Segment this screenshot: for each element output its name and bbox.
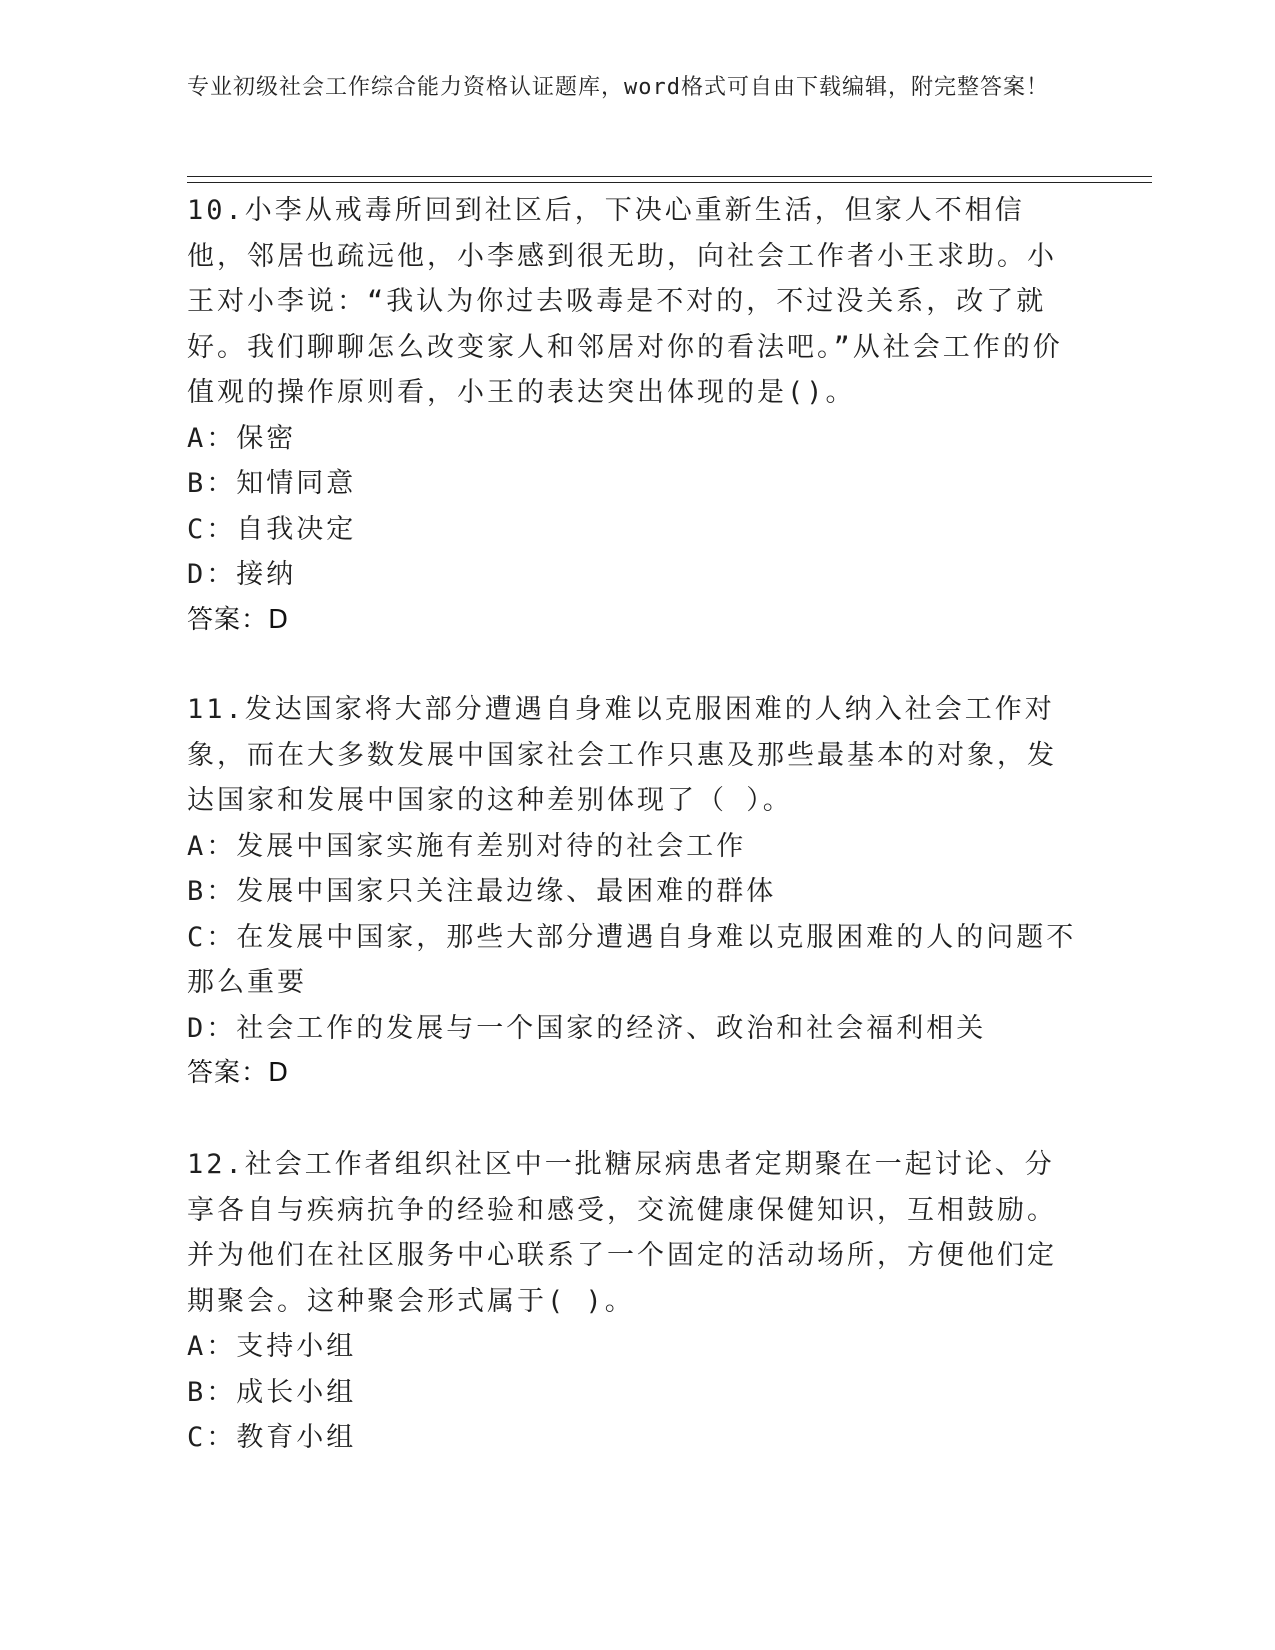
header-rule-top: [187, 176, 1152, 177]
question-stem: 11.发达国家将大部分遭遇自身难以克服困难的人纳入社会工作对象，而在大多数发展中国家社会工作只惠及那些最基本的对象，发达国家和发展中国家的这种差别体现了（ ）。: [187, 694, 1057, 816]
option-a: A：支持小组: [187, 1331, 357, 1362]
option-c: C：教育小组: [187, 1422, 357, 1453]
question-12: [187, 1142, 1077, 1461]
question-stem: 12.社会工作者组织社区中一批糖尿病患者定期聚在一起讨论、分享各自与疾病抗争的经验和感受，交流健康保健知识，互相鼓励。并为他们在社区服务中心联系了一个固定的活动场所，方便他们定期聚会。这种聚会形式属于( )。: [187, 1149, 1057, 1317]
option-c: C：自我决定: [187, 513, 357, 545]
option-c: C：在发展中国家，那些大部分遭遇自身难以克服困难的人的问题不那么重要: [187, 921, 1077, 998]
header-rule-bottom: [187, 182, 1152, 183]
option-b: B：知情同意: [187, 468, 357, 499]
option-d: D：接纳: [187, 559, 297, 590]
option-a: A：发展中国家实施有差别对待的社会工作: [187, 830, 747, 862]
option-b: B：成长小组: [187, 1376, 357, 1408]
question-stem: 10.小李从戒毒所回到社区后，下决心重新生活，但家人不相信他，邻居也疏远他，小李感到很无助，向社会工作者小王求助。小王对小李说：“我认为你过去吸毒是不对的，不过没关系，改了就好。我们聊聊怎么改变家人和邻居对你的看法吧。”从社会工作的价值观的操作原则看，小王的表达突出体现的是()。: [187, 195, 1063, 408]
question-11: [187, 687, 1077, 1097]
document-header: 专业初级社会工作综合能力资格认证题库，word格式可自由下载编辑，附完整答案！: [187, 75, 1049, 100]
option-d: D：社会工作的发展与一个国家的经济、政治和社会福利相关: [187, 1012, 987, 1044]
answer-label: 答案：D: [187, 604, 290, 635]
answer-label: 答案：D: [187, 1058, 290, 1088]
question-10: [187, 188, 1077, 643]
option-b: B：发展中国家只关注最边缘、最困难的群体: [187, 876, 777, 907]
option-a: A：保密: [187, 422, 297, 454]
